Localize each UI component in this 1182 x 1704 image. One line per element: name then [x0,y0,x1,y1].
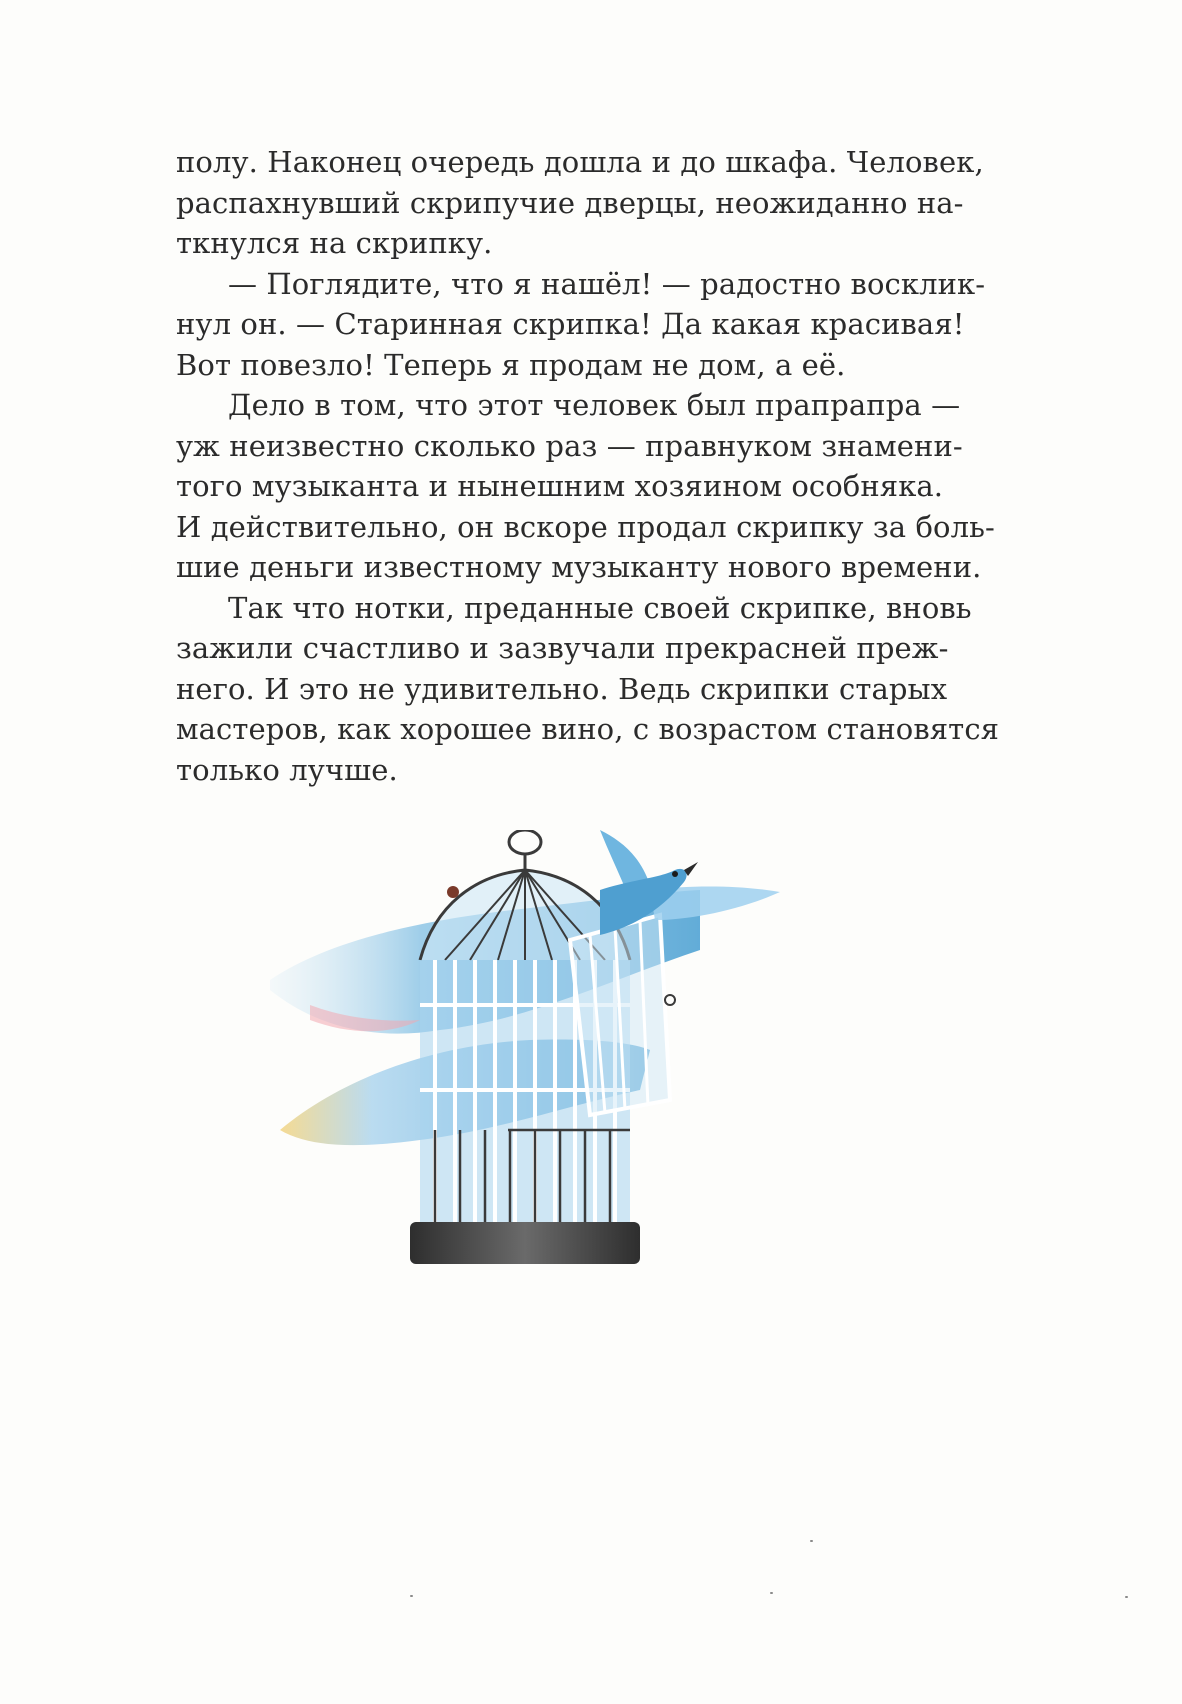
text-line-6: Вот повезло! Теперь я продам не дом, а её. [176,347,846,382]
text-line-2: распахнувший скрипучие дверцы, неожиданно на- [176,185,964,220]
text-line-13: зажили счастливо и зазвучали прекрасней преж- [176,631,949,665]
story-text [176,142,1000,790]
text-line-10: И действительно, он вскоре продал скрипку за боль- [176,509,995,544]
paper-speck [410,1595,413,1597]
text-line-16: только лучше. [176,752,398,787]
text-line-14: него. И это не удивительно. Ведь скрипки старых [176,671,948,706]
cage-base [410,1222,640,1264]
text-line-8: уж неизвестно сколько раз — правнуком знамени- [176,428,963,463]
birdcage-illustration [270,830,830,1300]
text-line-4: — Поглядите, что я нашёл! — радостно восклик- [228,266,986,301]
text-line-11: шие деньги известному музыканту нового времени. [176,550,982,584]
bird-eye [672,871,678,877]
text-line-5: нул он. — Старинная скрипка! Да какая красивая! [176,307,965,341]
text-line-15: мастеров, как хорошее вино, с возрастом становятся [176,712,1000,746]
cage-ring [509,830,541,854]
paper-speck [1125,1596,1128,1598]
text-line-1: полу. Наконец очередь дошла и до шкафа. Человек, [176,145,984,179]
text-line-3: ткнулся на скрипку. [176,226,493,260]
text-line-7: Дело в том, что этот человек был прапрапра — [228,388,961,422]
paper-speck [770,1592,773,1594]
text-line-12: Так что нотки, преданные своей скрипке, вновь [228,590,972,625]
text-line-9: того музыканта и нынешним хозяином особняка. [176,469,944,503]
cage-latch [447,886,459,898]
paper-speck [810,1540,813,1542]
